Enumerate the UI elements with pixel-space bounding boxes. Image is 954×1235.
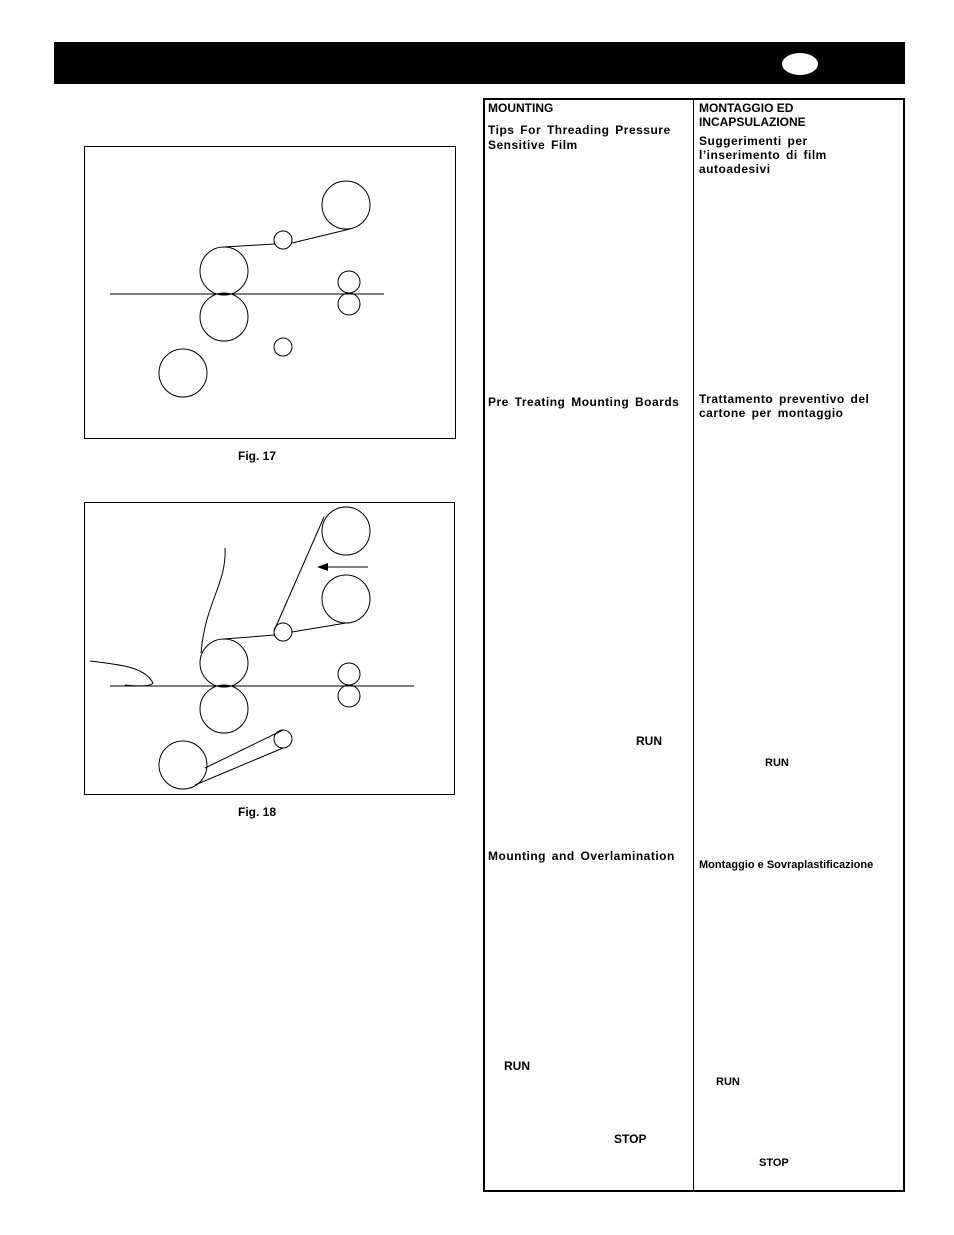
- english-run-label-1: RUN: [636, 734, 662, 748]
- figure-18: [84, 502, 455, 795]
- english-tips-heading-line1: Tips For Threading Pressure: [488, 123, 671, 137]
- supply-roll-top: [322, 507, 370, 555]
- figure-18-caption: Fig. 18: [238, 805, 277, 819]
- italian-tips-heading-line2: l’inserimento di film: [699, 148, 827, 162]
- italian-run-label-2: RUN: [716, 1076, 740, 1088]
- italian-pretreat-heading-line2: cartone per montaggio: [699, 406, 844, 420]
- pull-roller-top: [338, 663, 360, 685]
- supply-roll-bottom: [159, 741, 207, 789]
- loose-liner-strip: [90, 661, 153, 686]
- italian-tips-heading-line1: Suggerimenti per: [699, 134, 808, 148]
- italian-run-label-1: RUN: [765, 757, 789, 769]
- film-path: [274, 517, 324, 631]
- pull-roller-bottom: [338, 685, 360, 707]
- english-pretreat-heading: Pre Treating Mounting Boards: [488, 395, 680, 409]
- supply-roll-bottom: [159, 349, 207, 397]
- italian-tips-heading-line3: autoadesivi: [699, 162, 771, 176]
- film-path: [224, 244, 275, 247]
- italian-stop-label: STOP: [759, 1157, 789, 1169]
- idler-roller-top: [274, 231, 292, 249]
- english-tips-heading-line2: Sensitive Film: [488, 138, 578, 152]
- pull-roller-top: [338, 271, 360, 293]
- column-divider: [693, 98, 694, 1192]
- film-path: [205, 730, 283, 768]
- threading-diagram-17: [85, 147, 457, 440]
- english-stop-label: STOP: [614, 1132, 647, 1146]
- instruction-table: [483, 98, 905, 1192]
- idler-roller-bottom: [274, 338, 292, 356]
- figure-17-caption: Fig. 17: [238, 449, 277, 463]
- supply-roll-top: [322, 181, 370, 229]
- loose-film-strip: [201, 548, 225, 653]
- main-roller-top: [200, 639, 248, 687]
- figure-17: [84, 146, 456, 439]
- english-run-label-2: RUN: [504, 1059, 530, 1073]
- threading-diagram-18: [85, 503, 456, 796]
- film-path: [292, 623, 346, 632]
- main-roller-bottom: [200, 685, 248, 733]
- header-bar: [54, 42, 905, 84]
- main-roller-bottom: [200, 293, 248, 341]
- english-title: MOUNTING: [488, 101, 554, 115]
- italian-title-line1: MONTAGGIO ED: [699, 101, 794, 115]
- italian-title-line2: INCAPSULAZIONE: [699, 115, 806, 129]
- pull-roller-bottom: [338, 293, 360, 315]
- italian-pretreat-heading-line1: Trattamento preventivo del: [699, 392, 870, 406]
- film-path: [224, 635, 275, 639]
- english-mounting-overlam-heading: Mounting and Overlamination: [488, 849, 675, 863]
- supply-roll-middle: [322, 575, 370, 623]
- italian-mounting-overlam-heading: Montaggio e Sovraplastificazione: [699, 859, 874, 871]
- language-badge-icon: [782, 53, 818, 75]
- arrow-left-icon: [317, 563, 328, 571]
- main-roller-top: [200, 247, 248, 295]
- film-path: [292, 229, 350, 243]
